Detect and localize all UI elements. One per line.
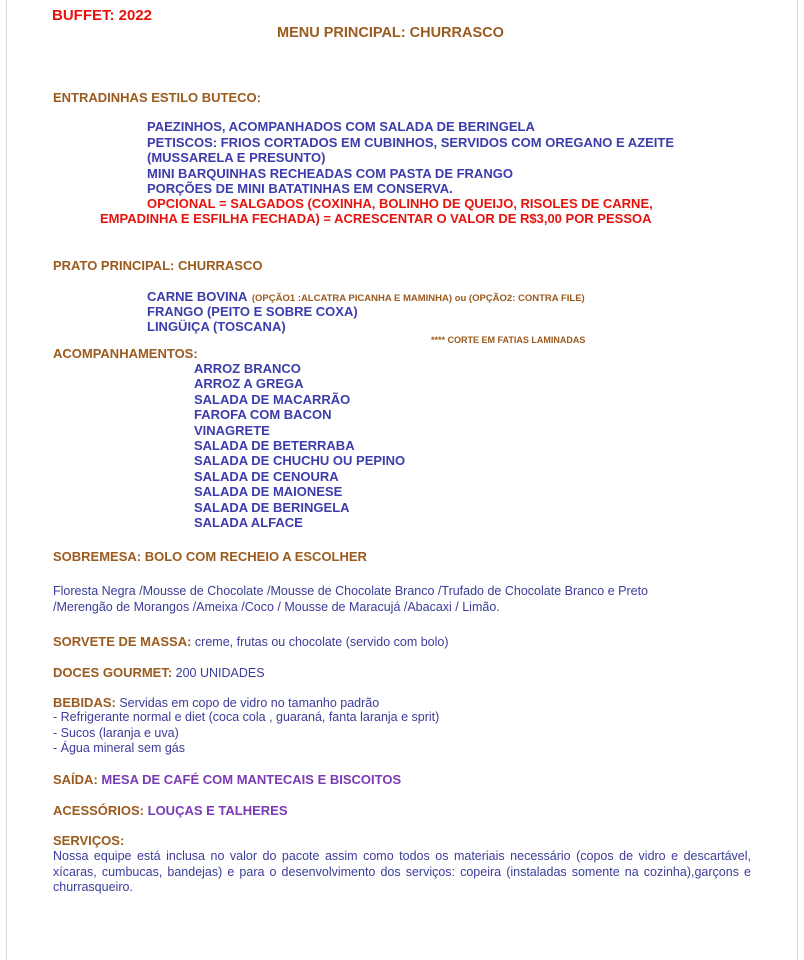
linguica-line: LINGÜIÇA (TOSCANA) — [147, 319, 286, 334]
bebidas-label: BEBIDAS: — [53, 695, 116, 710]
carne-options: (OPÇÃO1 :ALCATRA PICANHA E MAMINHA) ou (OPÇÃO2: CONTRA FILE) — [251, 293, 585, 304]
list-item: ARROZ A GREGA — [194, 376, 304, 392]
acessorios-line — [53, 802, 288, 820]
list-item: SALADA DE CHUCHU OU PEPINO — [194, 453, 406, 469]
list-item: SALADA DE BETERRABA — [194, 438, 355, 454]
servicos-text: Nossa equipe está inclusa no valor do pacote assim como todos os materiais necessário (copos de vidro e descartável, xícaras, cumbucas, bandejas) e para o desenvolvimento dos serviços: copeira (instaladas somente na cozinha),garçons e churrasqueiro. — [53, 849, 751, 894]
opcional-line-1: OPCIONAL = SALGADOS (COXINHA, BOLINHO DE QUEIJO, RISOLES DE CARNE, — [147, 196, 653, 211]
list-item: (MUSSARELA E PRESUNTO) — [147, 150, 326, 165]
list-item: SALADA DE MAIONESE — [194, 484, 343, 500]
entradinhas-heading: ENTRADINHAS ESTILO BUTECO: — [53, 90, 261, 105]
saida-text: MESA DE CAFÉ COM MANTECAIS E BISCOITOS — [97, 772, 402, 787]
list-item: - Refrigerante normal e diet (coca cola , guaraná, fanta laranja e sprit) — [53, 710, 440, 724]
acompanhamentos-list — [194, 361, 405, 530]
doces-line — [53, 664, 265, 682]
buffet-title: BUFFET: 2022 — [52, 7, 153, 24]
sorvete-label: SORVETE DE MASSA: — [53, 634, 192, 649]
sobremesa-line-2: /Merengão de Morangos /Ameixa /Coco / Mousse de Maracujá /Abacaxi / Limão. — [53, 600, 500, 614]
list-item: SALADA DE BERINGELA — [194, 499, 350, 515]
sobremesa-heading: SOBREMESA: BOLO COM RECHEIO A ESCOLHER — [53, 549, 367, 564]
list-item: SALADA DE MACARRÃO — [194, 391, 351, 407]
doces-text: 200 UNIDADES — [172, 666, 265, 680]
menu-title: MENU PRINCIPAL: CHURRASCO — [277, 25, 504, 41]
sorvete-line — [53, 633, 449, 651]
acessorios-label: ACESSÓRIOS: — [53, 803, 145, 818]
list-item: PORÇÕES DE MINI BATATINHAS EM CONSERVA. — [147, 181, 453, 196]
document-page — [6, 0, 798, 960]
carne-label: CARNE BOVINA — [147, 289, 248, 304]
doces-label: DOCES GOURMET: — [53, 665, 173, 680]
saida-label: SAÍDA: — [53, 772, 98, 787]
saida-line — [53, 771, 401, 789]
prato-principal-heading: PRATO PRINCIPAL: CHURRASCO — [53, 258, 263, 273]
corte-note: **** CORTE EM FATIAS LAMINADAS — [431, 335, 586, 345]
list-item: SALADA DE CENOURA — [194, 468, 339, 484]
list-item: - Água mineral sem gás — [53, 741, 186, 755]
sobremesa-line-1: Floresta Negra /Mousse de Chocolate /Mousse de Chocolate Branco /Trufado de Chocolate Branco e Preto — [53, 584, 649, 598]
opcional-line-2: EMPADINHA E ESFILHA FECHADA) = ACRESCENTAR O VALOR DE R$3,00 POR PESSOA — [100, 211, 652, 226]
list-item: PETISCOS: FRIOS CORTADOS EM CUBINHOS, SERVIDOS COM OREGANO E AZEITE — [147, 134, 675, 150]
list-item: - Sucos (laranja e uva) — [53, 725, 179, 740]
list-item: SALADA ALFACE — [194, 515, 303, 531]
list-item: PAEZINHOS, ACOMPANHADOS COM SALADA DE BERINGELA — [147, 119, 535, 134]
sorvete-text: creme, frutas ou chocolate (servido com bolo) — [191, 635, 449, 649]
acessorios-text: LOUÇAS E TALHERES — [144, 803, 288, 818]
bebidas-list — [53, 710, 439, 757]
servicos-heading: SERVIÇOS: — [53, 833, 125, 848]
list-item: MINI BARQUINHAS RECHEADAS COM PASTA DE FRANGO — [147, 165, 513, 181]
bebidas-text: Servidas em copo de vidro no tamanho padrão — [115, 696, 380, 710]
list-item: FAROFA COM BACON — [194, 407, 332, 423]
acompanhamentos-heading: ACOMPANHAMENTOS: — [53, 346, 198, 361]
entradinhas-list — [147, 119, 674, 197]
list-item: VINAGRETE — [194, 422, 270, 438]
list-item: ARROZ BRANCO — [194, 361, 301, 376]
frango-line: FRANGO (PEITO E SOBRE COXA) — [147, 304, 358, 319]
